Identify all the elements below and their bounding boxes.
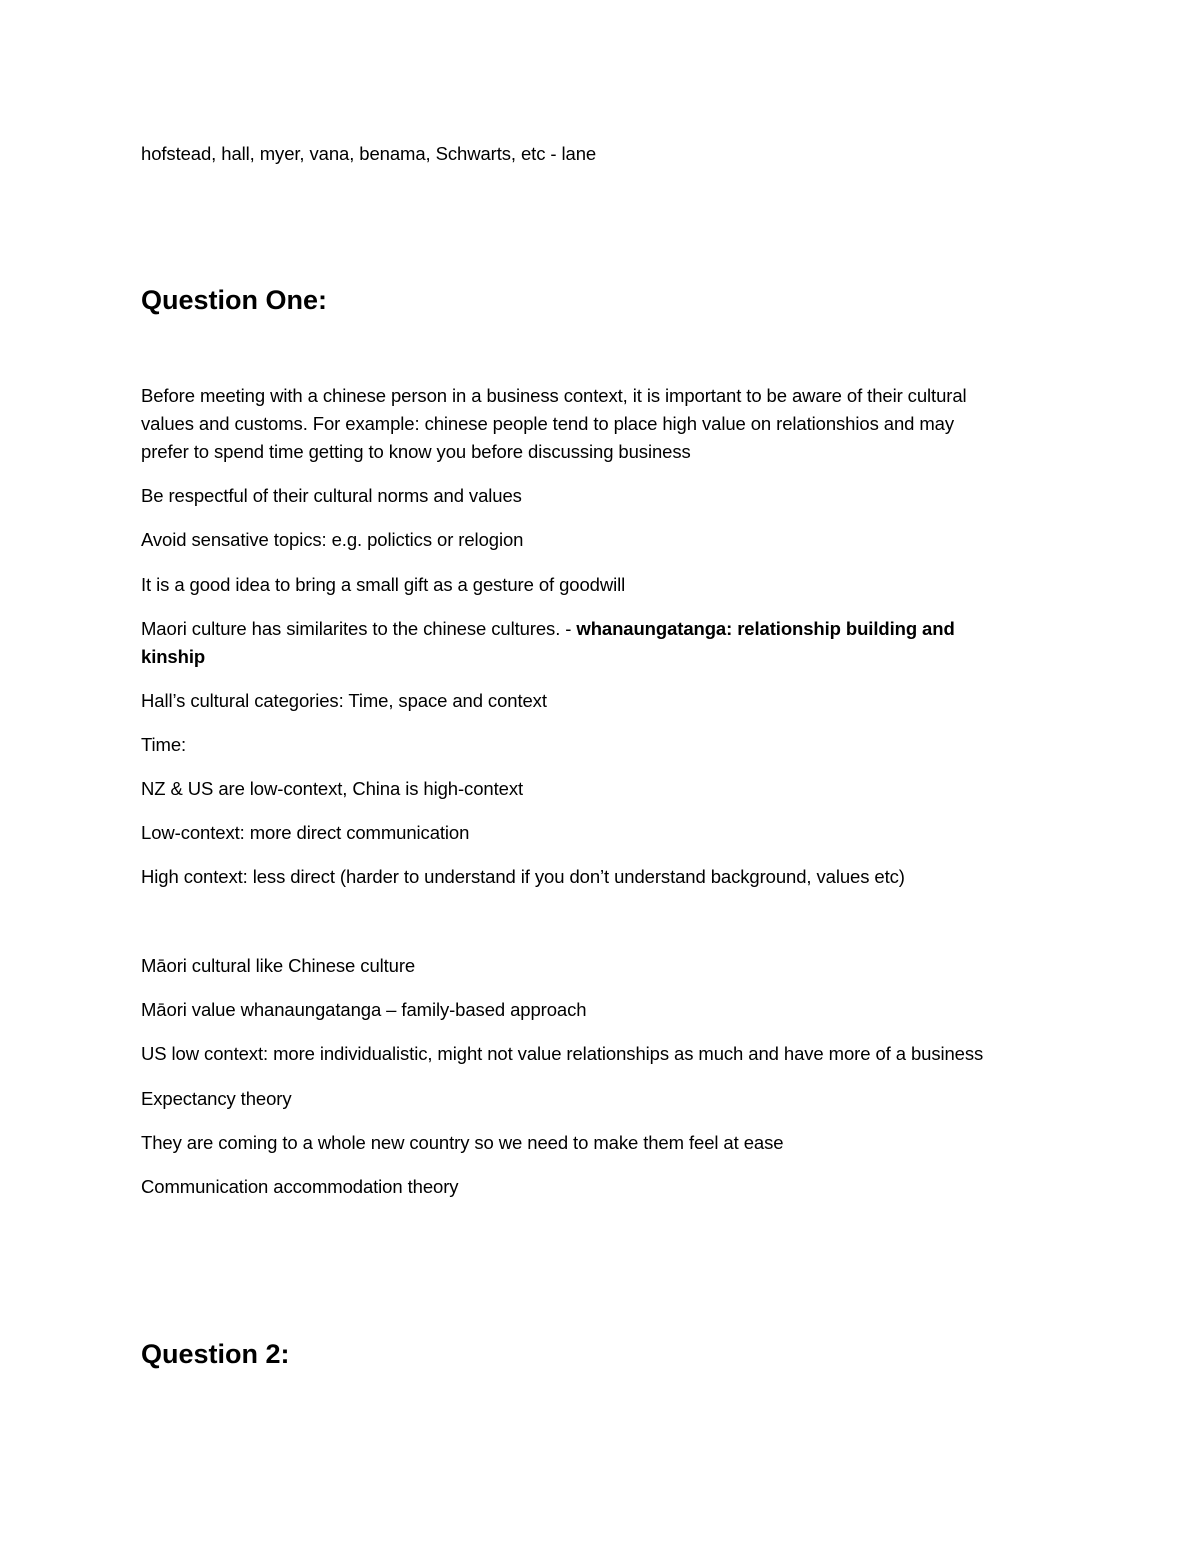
- question-two-heading: Question 2:: [141, 1339, 290, 1369]
- para1-line2: values and customs. For example: chinese people tend to place high value on relationshios and may: [141, 413, 955, 434]
- maori-line1: [141, 615, 1061, 643]
- expectancy-line: Expectancy theory: [141, 1088, 292, 1109]
- intro-line: hofstead, hall, myer, vana, benama, Schwarts, etc - lane: [141, 143, 597, 164]
- question-one-heading: Question One:: [141, 285, 328, 315]
- para1-line3: prefer to spend time getting to know you before discussing business: [141, 441, 691, 462]
- maori-like-chinese-line: Māori cultural like Chinese culture: [141, 955, 416, 976]
- low-context-line: Low-context: more direct communication: [141, 822, 470, 843]
- para1-line1: Before meeting with a chinese person in a business context, it is important to be aware of their cultural: [141, 385, 967, 406]
- maori-bold-text: whanaungatanga: relationship building and: [576, 618, 955, 639]
- maori-prefix: Maori culture has similarites to the chinese cultures. -: [141, 618, 577, 639]
- high-context-line: High context: less direct (harder to understand if you don’t understand background, values etc): [141, 866, 905, 887]
- maori-value-line: Māori value whanaungatanga – family-based approach: [141, 999, 587, 1020]
- respectful-line: Be respectful of their cultural norms and values: [141, 485, 522, 506]
- communication-accommodation-line: Communication accommodation theory: [141, 1176, 459, 1197]
- us-low-context-line: US low context: more individualistic, might not value relationships as much and have more of a business: [141, 1043, 984, 1064]
- halls-categories-line: Hall’s cultural categories: Time, space and context: [141, 690, 547, 711]
- new-country-line: They are coming to a whole new country so we need to make them feel at ease: [141, 1132, 784, 1153]
- gift-line: It is a good idea to bring a small gift as a gesture of goodwill: [141, 574, 626, 595]
- avoid-topics-line: Avoid sensative topics: e.g. polictics or relogion: [141, 529, 524, 550]
- time-line: Time:: [141, 734, 187, 755]
- nz-us-line: NZ & US are low-context, China is high-context: [141, 778, 524, 799]
- maori-line2: kinship: [141, 646, 206, 667]
